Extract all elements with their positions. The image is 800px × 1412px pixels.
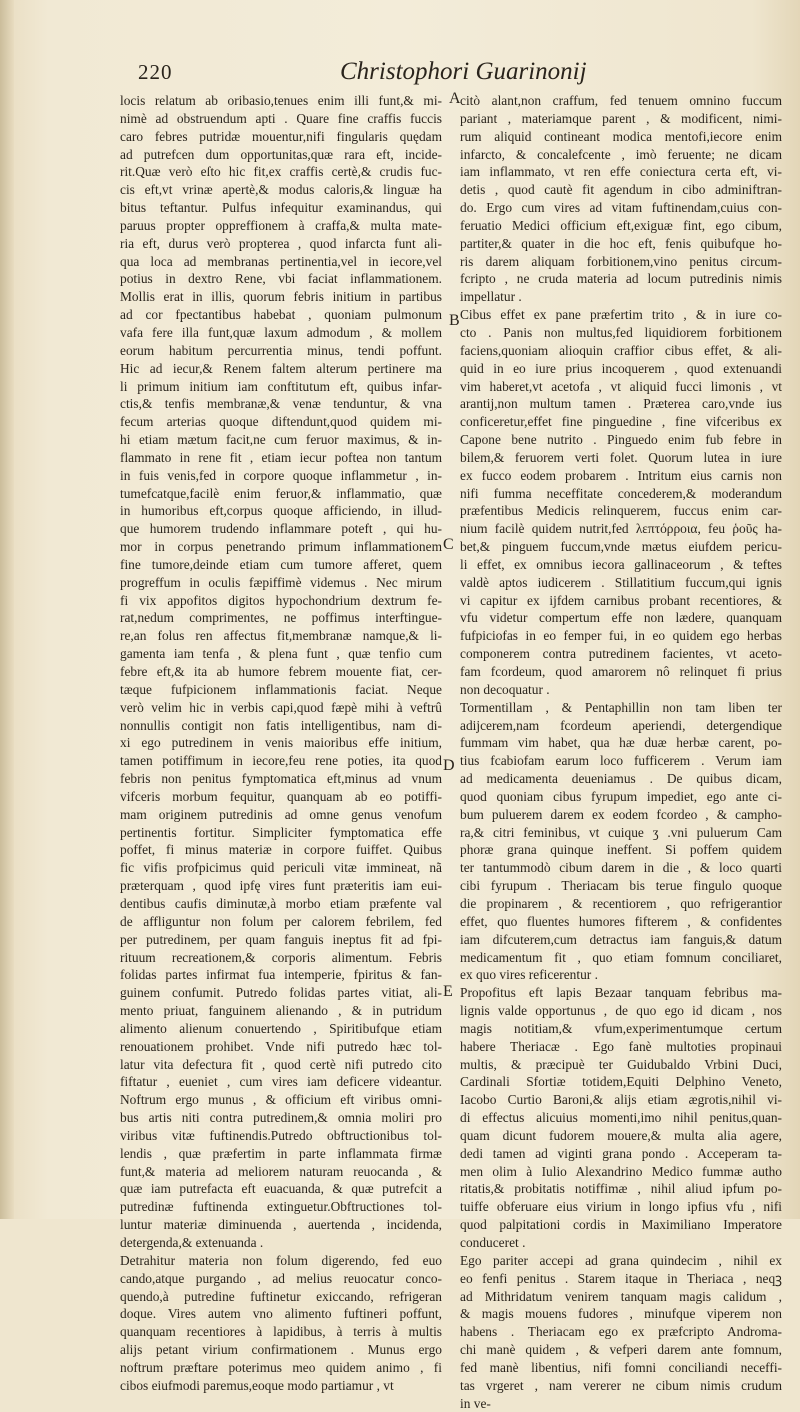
right-column-line: præfentibus Medicis relinquerem, fuccus enim car- bbox=[460, 503, 782, 519]
right-text-column bbox=[460, 92, 782, 1412]
right-column-line: Iacobo Curtio Baroni,& alijs etiam ægrotis,nihil vi- bbox=[460, 1092, 782, 1108]
left-column-line: putredinæ fuftinenda extinguetur.Obftructiones tol- bbox=[120, 1199, 442, 1215]
right-column-line: conduceret . bbox=[460, 1235, 526, 1250]
margin-letter-b: B bbox=[449, 312, 460, 329]
left-column-line: lendis , quæ præfertim in parte inflammata firmæ bbox=[120, 1145, 442, 1161]
left-column-line: per putredinem, per quam fanguis ineptus fit ad fpi- bbox=[120, 931, 442, 947]
left-column-line: quendo,à putredine fuftinetur exiccando, refrigeran bbox=[120, 1288, 442, 1304]
right-column-line: infarcto, & concalefcente , imò feruente; ne dicam bbox=[460, 146, 782, 162]
left-column-line: dentibus caufis diminutæ,à morbo etiam præfente val bbox=[120, 895, 442, 911]
left-column-line: latur vita defectura fit , quod certè nifi putredo cito bbox=[120, 1056, 442, 1072]
right-column-line: bum puluerem darem ex eodem fcordeo , & campho- bbox=[460, 806, 782, 822]
left-column-line: mento priuat, fanguinem alienando , & in putridum bbox=[120, 1003, 442, 1019]
left-column-line: Noftrum ergo munus , & officium eft viribus omni- bbox=[120, 1092, 442, 1108]
left-column-line: alimento alienum conuertendo , Spiritibufque etiam bbox=[120, 1020, 442, 1036]
right-column-line: iam inflammato, vt ren effe coniectura certa eft, vi- bbox=[460, 164, 782, 180]
right-column-line: ex fucco eodem probarem . Intritum eius carnis non bbox=[460, 467, 782, 483]
left-column-line: detergenda,& extenuanda . bbox=[120, 1235, 264, 1250]
right-column-line: vfu videtur compertum effe non lædere, quanquam bbox=[460, 610, 782, 626]
left-column-line: locis relatum ab oribasio,tenues enim illi funt,& mi- bbox=[120, 93, 442, 108]
right-column-line: eo fenfi penitus . Starem itaque in Theriaca , neqꝫ bbox=[460, 1270, 782, 1286]
right-column-line: ter tantummodò cibum darem in die , & loco quarti bbox=[460, 860, 782, 876]
left-column-line: in fuis venis,fed in corpore quoque inflammetur , in- bbox=[120, 467, 442, 483]
left-column-line: fine tumore,deinde etiam cum tumore afferet, quem bbox=[120, 556, 442, 572]
right-column-line: Cardinali Sfortiæ totidem,Equiti Delphino Veneto, bbox=[460, 1074, 782, 1090]
left-column-line: hi etiam mætum facit,ne cum feruor maximus, & in- bbox=[120, 432, 442, 448]
left-column-line: de affliguntur non folum per calorem febrilem, fed bbox=[120, 913, 442, 929]
right-column-line: ris darem aliquam forbitionem,vino penitus circum- bbox=[460, 253, 782, 269]
left-column-line: guinem confumit. Putredo folidas partes vitiat, ali- bbox=[120, 985, 442, 1001]
left-column-line: noftrum præftare poterimus meo quidem animo , fi bbox=[120, 1359, 442, 1375]
right-column-line: tas vrgeret , nam vererer ne cibum nimis crudum bbox=[460, 1377, 782, 1393]
left-column-line: pertinentis fortitur. Simpliciter fymptomatica effe bbox=[120, 824, 442, 840]
right-column-line: Capone bene nutrito . Pinguedo enim fub febre in bbox=[460, 432, 782, 448]
left-column-line: poffet, fi minus materiæ in corpore fuiffet. Quibus bbox=[120, 842, 442, 858]
left-column-line: ria eft, durus verò propterea , quod infarcta funt ali- bbox=[120, 235, 442, 251]
right-column-line: chi manè quidem , & vefperi darem ante fomnum, bbox=[460, 1342, 782, 1358]
running-head: Christophori Guarinonij bbox=[340, 58, 587, 85]
margin-letter-a: A bbox=[449, 90, 461, 107]
right-column-line: fed manè libentius, nifi fomni conciliandi neceffi- bbox=[460, 1359, 782, 1375]
left-column-line: mor in corpus penetrando primum inflammationem bbox=[120, 539, 442, 555]
right-column-line: Propofitus eft lapis Bezaar tanquam febribus ma- bbox=[460, 985, 782, 1001]
left-column-line: mam originem putredinis ad omne genus venofum bbox=[120, 806, 442, 822]
right-column-line: citò alant,non craffum, fed tenuem omnino fuccum bbox=[460, 93, 782, 108]
right-column-line: habens . Theriacam ego ex præfcripto Androma- bbox=[460, 1324, 782, 1340]
right-column-line: in ve- bbox=[460, 1395, 491, 1411]
left-column-line: febris non penitus fymptomatica eft,minus ad vnum bbox=[120, 771, 442, 787]
left-column-line: rat,nedum comprimentes, ne poffimus interftingue- bbox=[120, 610, 442, 626]
left-column-line: potius in dextro Rene, vbi faciat inflammationem. bbox=[120, 271, 442, 287]
left-column-line: vifceris morbum fequitur, quanquam ab eo potiffi- bbox=[120, 788, 442, 804]
right-column-line: partiter,& quater in die hoc eft, fenis quibufque ho- bbox=[460, 235, 782, 251]
margin-letter-c: C bbox=[443, 536, 454, 553]
right-column-line: medicamentum fit , quo etiam fomnum conciliaret, bbox=[460, 949, 782, 965]
right-column-line: Tormentillam , & Pentaphillin non tam liben ter bbox=[460, 699, 782, 715]
left-column-line: ad cor fpectantibus habebat , quoniam pulmonum bbox=[120, 307, 442, 323]
right-column-line: componerem contra putredinem facientes, vt aceto- bbox=[460, 646, 782, 662]
left-column-line: viribus vitæ fuftinendis.Putredo obftructionibus tol- bbox=[120, 1127, 442, 1143]
right-column-line: valdè aptos iudicerem . Stillatitium fuccum,qui ignis bbox=[460, 574, 782, 590]
left-column-line: nimè ad obstruendum apti . Quare fine craffis fuccis bbox=[120, 110, 442, 126]
right-column-line: ra,& citri feminibus, vt cuique ʒ .vni puluerum Cam bbox=[460, 824, 782, 840]
left-column-line: funt,& materia ad meliorem naturam reuocanda , & bbox=[120, 1163, 442, 1179]
left-column-line: eorum habitum percurrentia minus, tendi poffunt. bbox=[120, 342, 442, 358]
left-column-line: rit.Quæ verò eſto hic fit,ex craffis certè,& crudis fuc- bbox=[120, 164, 442, 180]
right-column-line: quod quoniam cibus fyrupum impediet, ego ante ci- bbox=[460, 788, 782, 804]
right-column-line: do. Ergo cum vires ad vitam fuftinendam,cuius con- bbox=[460, 200, 782, 216]
right-column-line: rum aliquid contineant modica mentofi,iecore enim bbox=[460, 128, 782, 144]
right-column-line: detis , quod cautè fit agendum in cibo adminiftran- bbox=[460, 182, 782, 198]
right-column-line: conficeretur,effet fine pinguedine , fine vifceribus ex bbox=[460, 414, 782, 430]
right-column-line: ad Mithridatum venirem tanquam magis calidum , bbox=[460, 1288, 782, 1304]
left-column-line: tæque fufpicionem inflammationis faciat. Neque bbox=[120, 681, 442, 697]
left-column-line: cando,atque purgando , ad melius reuocatur conco- bbox=[120, 1270, 442, 1286]
left-column-line: caro febres putridæ mouentur,nifi fingularis quędam bbox=[120, 128, 442, 144]
left-column-line: vafa fere illa funt,quæ laxum admodum , & mollem bbox=[120, 324, 442, 340]
page-number: 220 bbox=[138, 60, 173, 84]
right-column-line: quid in eo iure prius incoquerem , quod extenuandi bbox=[460, 360, 782, 376]
left-column-line: xi ego putredinem in venis maioribus effe initium, bbox=[120, 735, 442, 751]
left-column-line: fic vifis profpicimus quid periculi vitæ immineat, nã bbox=[120, 860, 442, 876]
right-column-line: Cibus effet ex pane præfertim trito , & in iure co- bbox=[460, 307, 782, 323]
right-column-line: nifi fumma neceffitate concederem,& moderandum bbox=[460, 485, 782, 501]
left-column-line: tumefcatque,facilè enim feruor,& inflammatio, quæ bbox=[120, 485, 442, 501]
right-column-line: bet,& pinguem fuccum,vnde mætus eiufdem pericu- bbox=[460, 539, 782, 555]
left-column-line: que humorem trudendo inflammare poteft , qui hu- bbox=[120, 521, 442, 537]
right-column-line: ritatis,& probitatis notiffimæ , nihil aliud ipfum po- bbox=[460, 1181, 782, 1197]
left-column-line: Detrahitur materia non folum digerendo, fed euo bbox=[120, 1252, 442, 1268]
left-column-line: tamen potiffimum in iecore,feu rene poties, ita quod bbox=[120, 753, 442, 769]
right-column-line: quam dicunt fudorem mouere,& multa alia agere, bbox=[460, 1127, 782, 1143]
right-column-line: non decoquatur . bbox=[460, 681, 550, 697]
left-column-line: Hic ad iecur,& Renem faltem alterum pertinere ma bbox=[120, 360, 442, 376]
left-column-line: quæ iam putrefacta eft euacuanda, & quæ putrefcit a bbox=[120, 1181, 442, 1197]
right-column-line: magis notitiam,& vfum,experimentumque certum bbox=[460, 1020, 782, 1036]
left-column-line: in humoribus eft,corpus quoque afficiendo, in illud- bbox=[120, 503, 442, 519]
right-column-line: & magis mouens fudores , minufque viperem non bbox=[460, 1306, 782, 1322]
right-column-line: quod palpitationi cordis in Maximiliano Imperatore bbox=[460, 1217, 782, 1233]
left-column-line: fecum arterias quoque diftendunt,quod quidem mi- bbox=[120, 414, 442, 430]
right-column-line: feruatio Medici officium eft,exiguæ fint, ego cibum, bbox=[460, 217, 782, 233]
right-column-line: habere Theriacæ . Ego fanè multoties propinaui bbox=[460, 1038, 782, 1054]
left-column-line: alijs petant virium confirmationem . Munus ergo bbox=[120, 1342, 442, 1358]
right-column-line: adijcerem,nam fcordeum aperiendi, detergendique bbox=[460, 717, 782, 733]
right-column-line: pariant , materiamque parent , & modificent, nimi- bbox=[460, 110, 782, 126]
right-column-line: fufpiciofas in eo femper fui, in eo quidem ego herbas bbox=[460, 628, 782, 644]
left-column-line: re,an folus ren affectus fit,membranæ namque,& li- bbox=[120, 628, 442, 644]
left-column-line: nonnullis contigit non fatis intelligentibus, nam di- bbox=[120, 717, 442, 733]
right-column-line: effet, quo fluentes humores fifterem , & confidentes bbox=[460, 913, 782, 929]
right-column-line: tius fcabiofam earum loco fufficerem . Verum iam bbox=[460, 753, 782, 769]
margin-letter-e: E bbox=[443, 983, 453, 1000]
right-column-line: phoræ grana quinque ineffent. Si poffem quidem bbox=[460, 842, 782, 858]
page-header bbox=[138, 58, 587, 88]
left-column-line: flammato in rene fit , etiam iecur poftea non tantum bbox=[120, 449, 442, 465]
left-column-line: fi vix appofitos digitos hypochondrium dextrum fe- bbox=[120, 592, 442, 608]
left-column-line: li primum initium iam conftitutum eft, quibus infar- bbox=[120, 378, 442, 394]
left-column-line: febre eft,& ita ab humore febrem mouente fiat, cer- bbox=[120, 664, 442, 679]
right-column-line: bilem,& feruorem verti folet. Quorum lutea in iure bbox=[460, 449, 782, 465]
page-gutter-shadow bbox=[0, 0, 14, 1219]
right-column-line: cto . Panis non multus,fed liquidiorem forbitionem bbox=[460, 324, 782, 340]
left-column-line: cis eft,vt vrinæ apertè,& modus caloris,& linguæ ha bbox=[120, 182, 442, 198]
right-column-line: li effet, ex omnibus iecora gallinaceorum , & teftes bbox=[460, 556, 782, 572]
right-column-line: impellatur . bbox=[460, 289, 522, 305]
left-column-line: cibos eiufmodi paremus,eoque modo partiamur , vt bbox=[120, 1377, 394, 1393]
left-column-line: folidas partes infirmat fua intemperie, fpiritus & fan- bbox=[120, 967, 442, 983]
left-column-line: quanquam recentiores à lapidibus, à terris à multis bbox=[120, 1324, 442, 1340]
left-column-line: luntur materiæ diminuenda , auertenda , incidenda, bbox=[120, 1217, 442, 1233]
right-column-line: multis, & præcipuè ter Guidubaldo Vrbini Duci, bbox=[460, 1056, 782, 1072]
right-column-line: men olim à Iulio Alexandrino Medico fummæ autho bbox=[460, 1163, 782, 1179]
left-text-column bbox=[120, 92, 442, 1395]
right-column-line: fam fcordeum, quod amarorem nô relinquet fi prius bbox=[460, 664, 782, 679]
left-column-line: rituum recreationem,& corporis alimentum. Febris bbox=[120, 949, 442, 965]
right-column-line: ad medicamenta deueniamus . De quibus dicam, bbox=[460, 771, 782, 787]
right-column-line: faciens,quoniam alioquin craffior cibus effet, & ali- bbox=[460, 342, 782, 358]
right-column-line: die propinarem , & recentiorem , quo refrigerantior bbox=[460, 895, 782, 911]
left-column-line: ctis,& tenfis membranæ,& venæ tenduntur, & vna bbox=[120, 396, 442, 412]
right-column-line: Ego pariter accepi ad grana quindecim , nihil ex bbox=[460, 1252, 782, 1268]
right-column-line: vim haberet,vt acetofa , vt aliquid fucci limonis , vt bbox=[460, 378, 782, 394]
right-column-line: dedi tamen ad viginti grana pondo . Acceperam ta- bbox=[460, 1145, 782, 1161]
margin-letter-d: D bbox=[443, 757, 455, 774]
right-column-line: fummam vim habet, qua hæ duæ herbæ carent, po- bbox=[460, 735, 782, 751]
right-column-line: nium facilè quidem nutrit,fed λεπτόρροια, feu ῥοῦς ha- bbox=[460, 521, 782, 537]
right-column-line: fcripto , ne cruda materia ad locum putredinis nimis bbox=[460, 271, 782, 287]
right-column-line: lignis valde opportunus , de quo ego id dicam , nos bbox=[460, 1003, 782, 1019]
left-column-line: gamenta iam tenfa , & plena funt , quæ tenfio cum bbox=[120, 646, 442, 662]
left-column-line: bus artis niti contra putredinem,& omnia moliri pro bbox=[120, 1110, 442, 1126]
right-column-line: arantij,non multum tamen . Præterea caro,vnde ius bbox=[460, 396, 782, 412]
left-column-line: præterquam , quod ipfę vires funt præteritis iam eui- bbox=[120, 878, 442, 894]
left-column-line: bitus teftantur. Pulfus infequitur examinandus, qui bbox=[120, 200, 442, 216]
left-column-line: doque. Vires autem vno alimento fuftineri poffunt, bbox=[120, 1306, 442, 1322]
left-column-line: ad putrefcen dum opportunitas,quæ rara eft, incide- bbox=[120, 146, 442, 162]
left-column-line: Mollis erat in illis, quorum febris initium in partibus bbox=[120, 289, 442, 305]
right-column-line: vi capitur ex ijfdem carnibus probant recentiores, & bbox=[460, 592, 782, 608]
left-column-line: verò velim hic in verbis capi,quod fæpè mihi à veftrû bbox=[120, 699, 442, 715]
left-column-line: renouationem prohibet. Vnde nifi putredo hæc tol- bbox=[120, 1038, 442, 1054]
left-column-line: paruus propter oppreffionem à craffa,& multa mate- bbox=[120, 217, 442, 233]
right-column-line: iam difcuterem,cum detractus iam fanguis,& datum bbox=[460, 931, 782, 947]
left-column-line: fiftatur , eueniet , cum vires iam deficere videantur. bbox=[120, 1074, 442, 1090]
right-column-line: tuiffe obferuare eius virium in longo ipfius vfu , nifi bbox=[460, 1199, 782, 1215]
right-column-line: ex quo vires reficerentur . bbox=[460, 967, 598, 983]
right-column-line: di effectus alicuius momenti,imo nihil penitus,quan- bbox=[460, 1110, 782, 1126]
left-column-line: progreffum in oculis fæpiffimè videmus . Nec mirum bbox=[120, 574, 442, 590]
right-column-line: cibi fyrupum . Theriacam bis terue fingulo quoque bbox=[460, 878, 782, 894]
left-column-line: qua loca ad membranas pertinentia,vel in iecore,vel bbox=[120, 253, 442, 269]
